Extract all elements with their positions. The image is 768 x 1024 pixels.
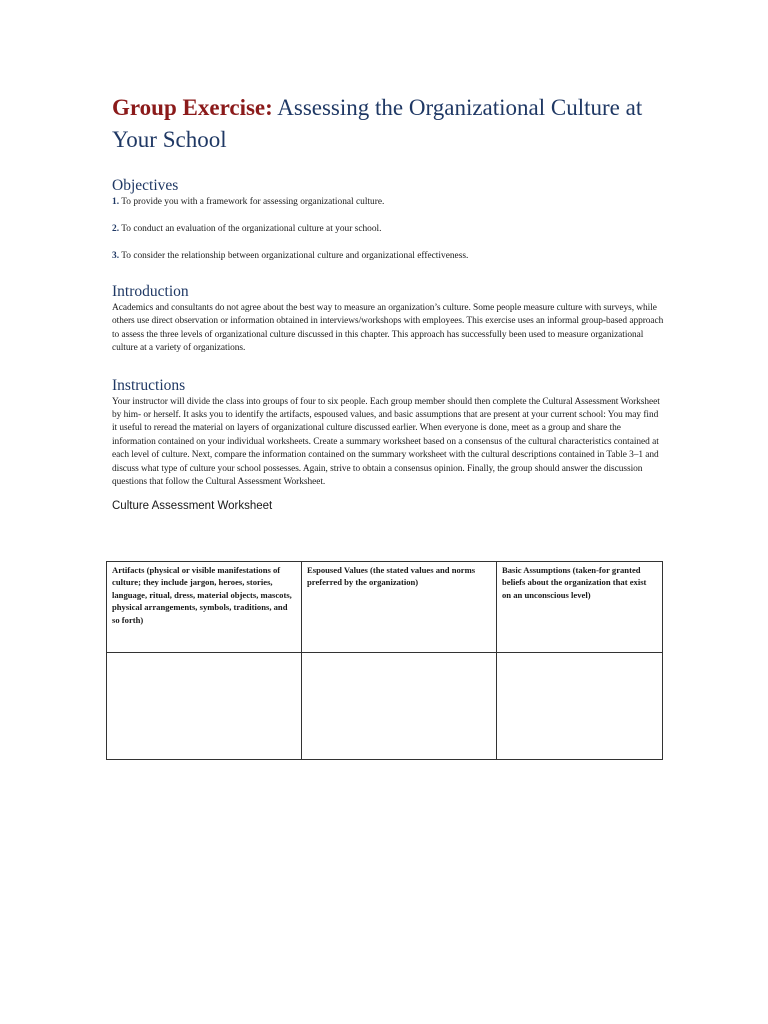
objective-number: 3. (112, 251, 120, 261)
objective-text: To provide you with a framework for assessing organizational culture. (121, 197, 385, 207)
worksheet-caption: Culture Assessment Worksheet (112, 500, 273, 513)
objective-text: To conduct an evaluation of the organizational culture at your school. (121, 224, 382, 234)
objective-item (112, 250, 664, 262)
basic-assumptions-column-header: Basic Assumptions (taken-for granted beliefs about the organization that exist on an unconscious level) (497, 562, 663, 653)
document-page (112, 92, 664, 513)
culture-assessment-worksheet (106, 561, 663, 760)
objectives-list (112, 196, 664, 262)
espoused-values-column-header: Espoused Values (the stated values and norms preferred by the organization) (302, 562, 497, 653)
artifacts-entry-cell[interactable] (107, 653, 302, 760)
objectives-heading: Objectives (112, 177, 179, 194)
title-rest: Assessing the Organizational Culture at Your School (112, 95, 643, 152)
objective-number: 1. (112, 197, 120, 207)
title-lead: Group Exercise: (112, 95, 273, 120)
basic-assumptions-entry-cell[interactable] (497, 653, 663, 760)
worksheet-header-row (107, 562, 663, 653)
artifacts-column-header: Artifacts (physical or visible manifestations of culture; they include jargon, heroes, stories, language, ritual, dress, material objects, mascots, physical arrangements, symbols, traditions, and so forth) (107, 562, 302, 653)
objective-item (112, 223, 664, 235)
instructions-text: Your instructor will divide the class into groups of four to six people. Each group member should then complete the Cultural Assessment Worksheet by him- or herself. It asks you to identify the artifacts, espoused values, and basic assumptions that are present at your current school: You may find it useful to reread the material on layers of organizational culture discussed earlier. When everyone is done, meet as a group and share the information contained on your individual worksheets. Create a summary worksheet based on a consensus of the cultural characteristics contained at each level of culture. Next, compare the information contained on the summary worksheet with the cultural descriptions contained in Table 3–1 and discuss what type of culture your school possesses. Again, strive to obtain a consensus opinion. Finally, the group should answer the discussion questions that follow the Cultural Assessment Worksheet. (112, 396, 660, 488)
espoused-values-entry-cell[interactable] (302, 653, 497, 760)
introduction-text: Academics and consultants do not agree about the best way to measure an organization’s culture. Some people measure culture with surveys, while others use direct observation or information obtained in interviews/workshops with employees. This exercise uses an informal group-based approach to assess the three levels of organizational culture discussed in this chapter. This approach has successfully been used to measure organizational culture at a variety of organizations. (112, 303, 664, 354)
instructions-heading: Instructions (112, 376, 186, 394)
objective-item (112, 196, 664, 208)
page-title (112, 92, 664, 156)
introduction-heading: Introduction (112, 283, 189, 300)
objective-text: To consider the relationship between organizational culture and organizational effectiveness. (121, 251, 469, 261)
objective-number: 2. (112, 224, 120, 234)
worksheet-entry-row (107, 653, 663, 760)
